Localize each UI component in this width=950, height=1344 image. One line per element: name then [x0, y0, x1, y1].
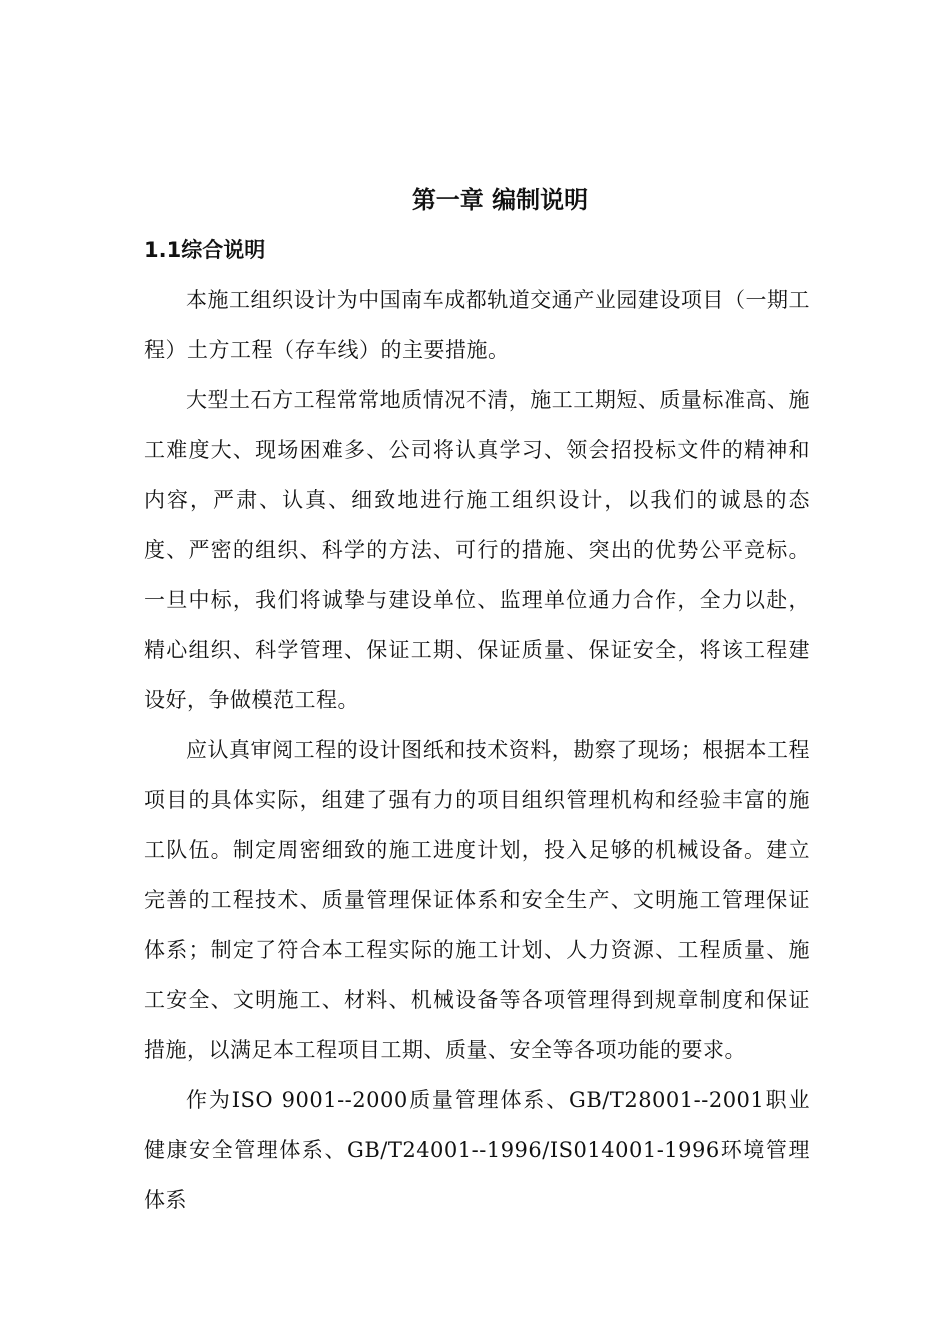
chapter-title: 第一章 编制说明: [411, 186, 589, 214]
paragraph-planning: 应认真审阅工程的设计图纸和技术资料，勘察了现场；根据本工程项目的具体实际，组建了强有力的项目组织管理机构和经验丰富的施工队伍。制定周密细致的施工进度计划，投入足够的机械设备。建立完善的工程技术、质量管理保证体系和安全生产、文明施工管理保证体系；制定了符合本工程实际的施工计划、人力资源、工程质量、施工安全、文明施工、材料、机械设备等各项管理得到规章制度和保证措施，以满足本工程项目工期、质量、安全等各项功能的要求。: [144, 738, 810, 1062]
paragraph-intro: 本施工组织设计为中国南车成都轨道交通产业园建设项目（一期工程）土方工程（存车线）的主要措施。: [144, 288, 810, 362]
paragraph-standards: 作为ISO 9001--2000质量管理体系、GB/T28001--2001职业健康安全管理体系、GB/T24001--1996/IS014001-1996环境管理体系: [144, 1088, 810, 1212]
document-body: [144, 275, 810, 1225]
section-title: 1.1综合说明: [144, 238, 266, 262]
paragraph-commitment: 大型土石方工程常常地质情况不清，施工工期短、质量标准高、施工难度大、现场困难多、公司将认真学习、领会招投标文件的精神和内容，严肃、认真、细致地进行施工组织设计，以我们的诚恳的态度、严密的组织、科学的方法、可行的措施、突出的优势公平竞标。一旦中标，我们将诚挚与建设单位、监理单位通力合作，全力以赴，精心组织、科学管理、保证工期、保证质量、保证安全，将该工程建设好，争做模范工程。: [144, 388, 810, 712]
